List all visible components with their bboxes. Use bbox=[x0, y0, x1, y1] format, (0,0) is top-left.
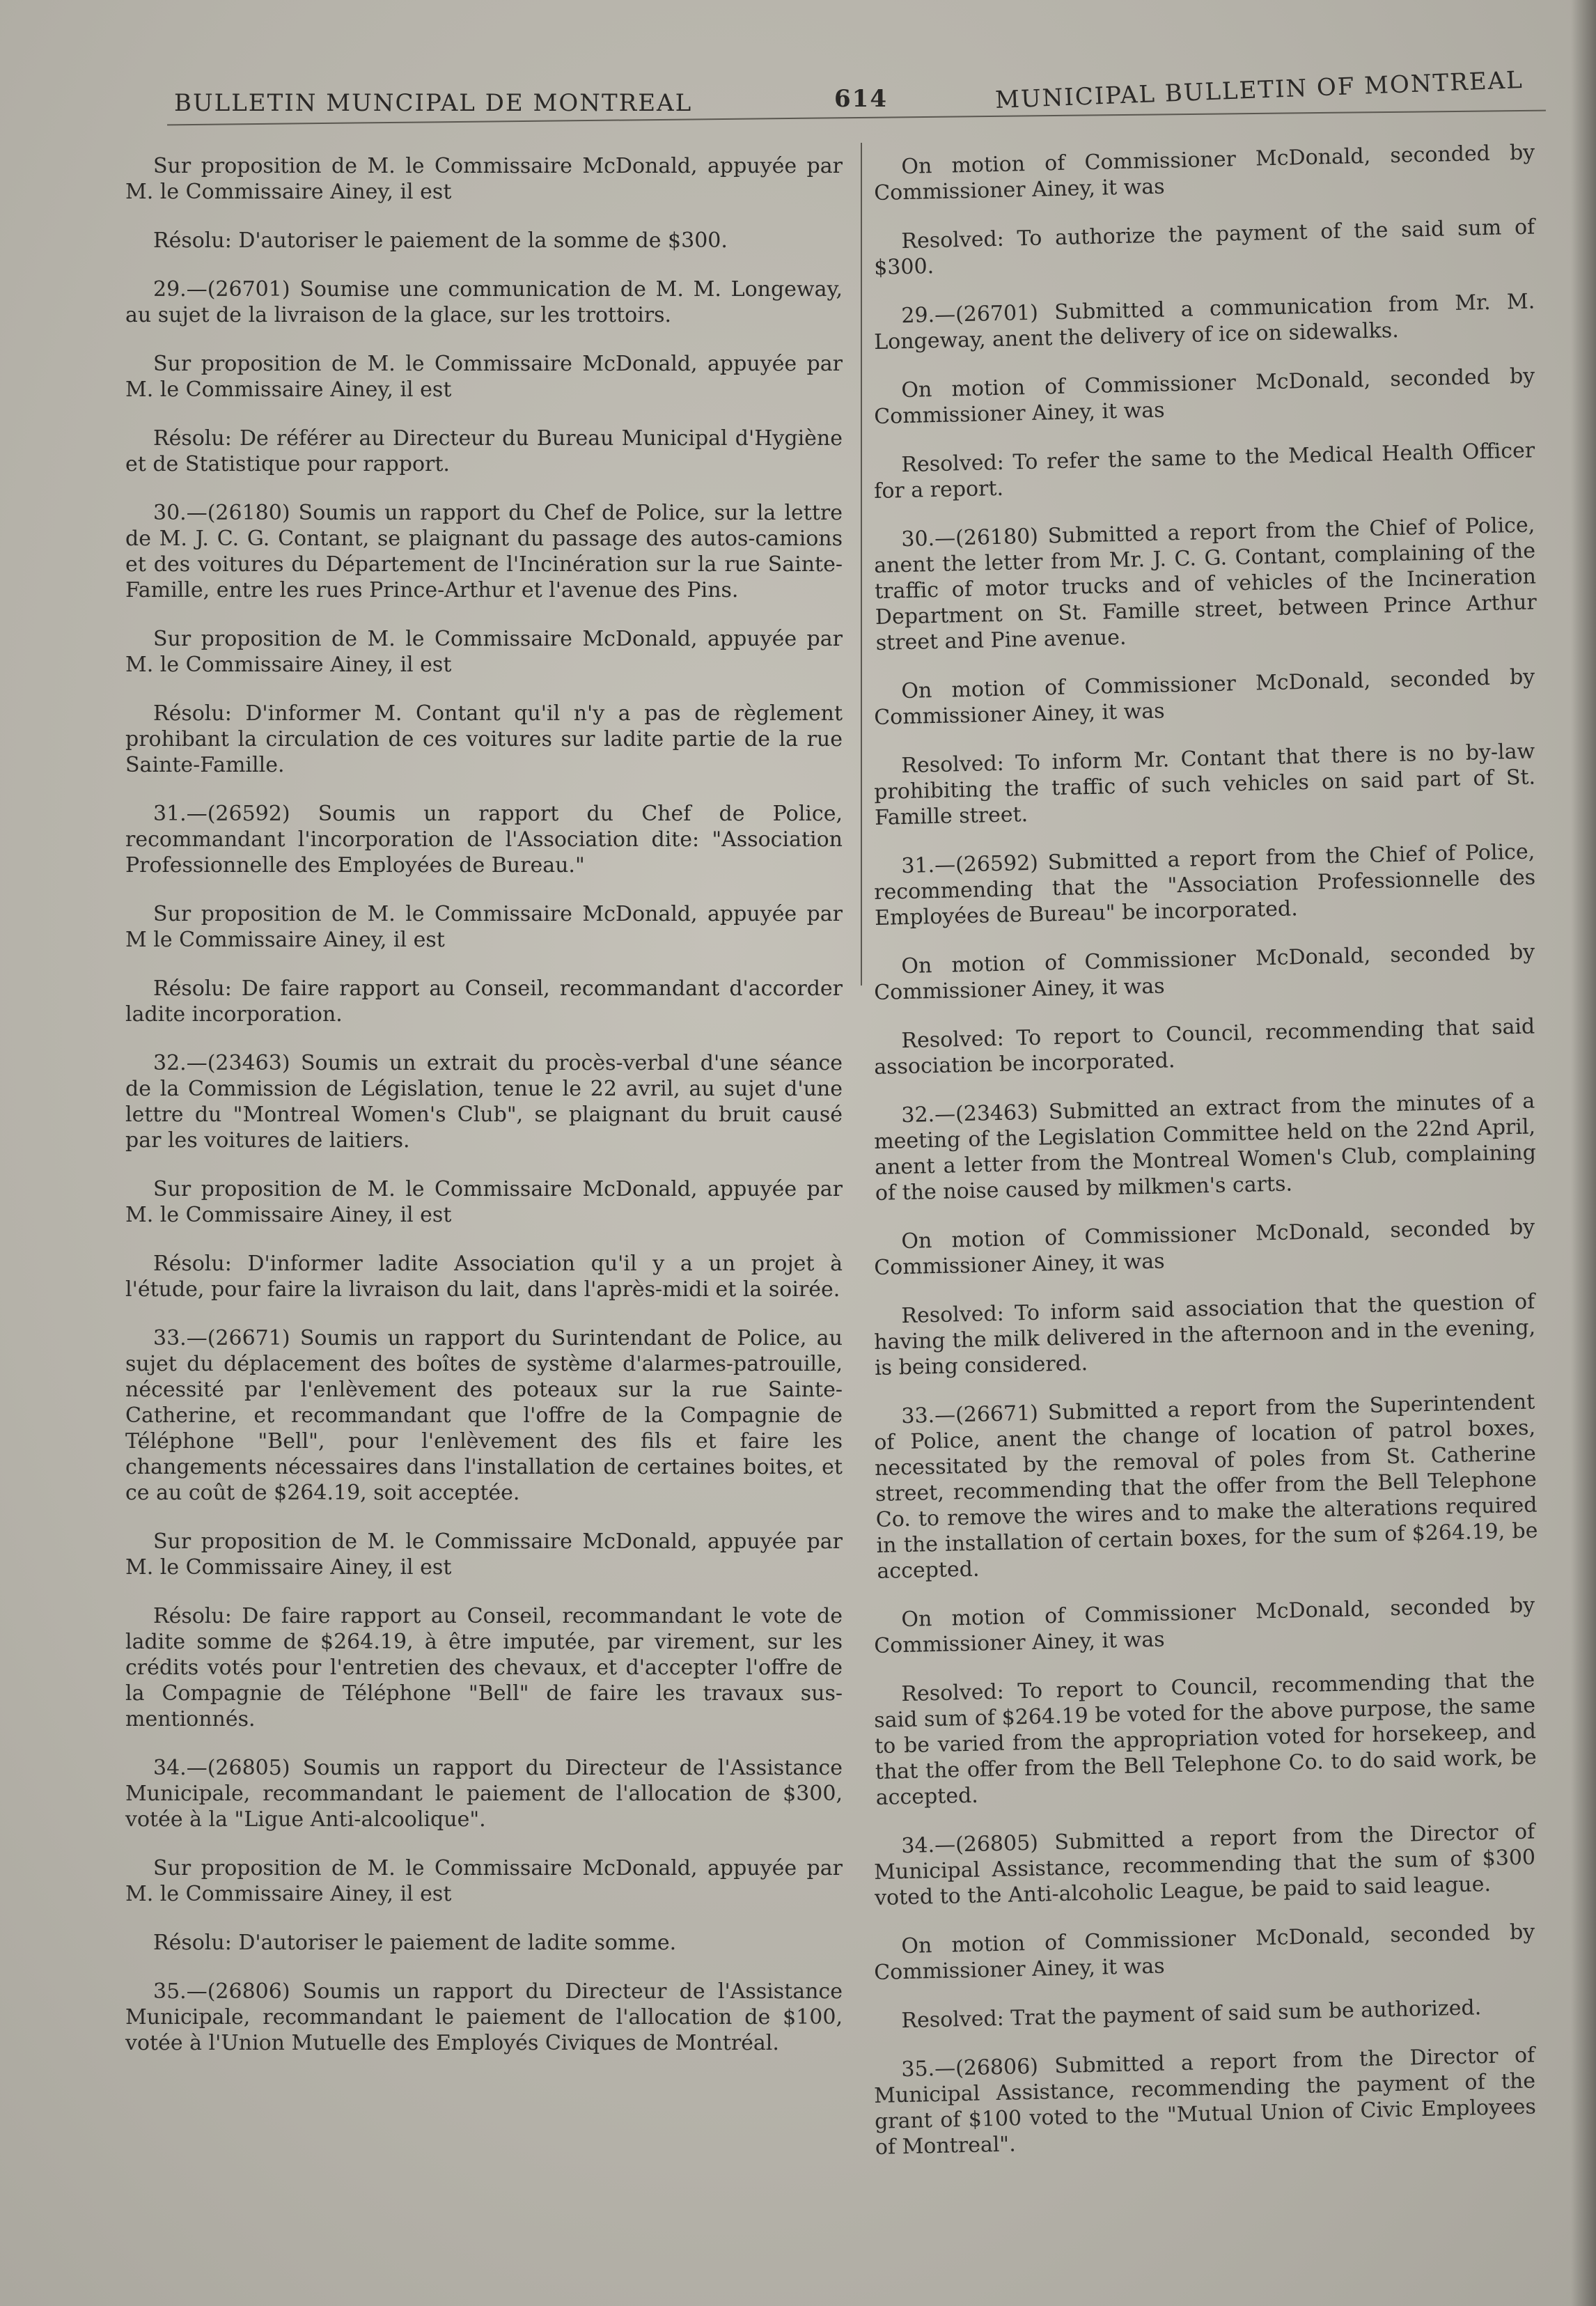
page-number: 614 bbox=[834, 85, 888, 113]
page-edge-shadow bbox=[1571, 0, 1596, 2306]
en-paragraph: 34.—(26805) Submitted a report from the Director of Municipal Assistance, recommending that the sum of $300 voted to the Anti-alcoholic League, be paid to said league. bbox=[873, 1819, 1536, 1910]
fr-paragraph: Sur proposition de M. le Commissaire McDonald, appuyée par M. le Commissaire Ainey, il est bbox=[125, 1529, 843, 1580]
en-paragraph: On motion of Commissioner McDonald, seconded by Commissioner Ainey, it was bbox=[873, 364, 1535, 429]
en-paragraph: 35.—(26806) Submitted a report from the Director of Municipal Assistance, recommending the payment of the grant of $100 voted to the "Mutual Union of Civic Employees of Montreal". bbox=[873, 2043, 1537, 2160]
fr-paragraph: 33.—(26671) Soumis un rapport du Surintendant de Police, au sujet du déplacement des boîtes de système d'alarmes-patrouille, nécessité par l'enlèvement des poteaux sur la rue Sainte-Catherine, et recommandant que l'offre de la Compagnie de Téléphone "Bell", pour l'enlèvement des fils et faire les changements nécessaires dans l'installation de certaines boites, et ce au coût de $264.19, soit acceptée. bbox=[125, 1326, 843, 1505]
en-paragraph: 33.—(26671) Submitted a report from the Superintendent of Police, anent the change of location of patrol boxes, necessitated by the removal of poles from St. Catherine street, recommending that the offer from the Bell Telephone Co. to remove the wires and to make the alterations required in the installation of certain boxes, for the sum of $264.19, be accepted. bbox=[873, 1389, 1538, 1584]
en-paragraph: On motion of Commissioner McDonald, seconded by Commissioner Ainey, it was bbox=[873, 1919, 1535, 1985]
fr-paragraph: 31.—(26592) Soumis un rapport du Chef de Police, recommandant l'incorporation de l'Association dite: "Association Professionnelle des Employées de Bureau." bbox=[125, 802, 843, 878]
fr-paragraph: 35.—(26806) Soumis un rapport du Directeur de l'Assistance Municipale, recommandant le paiement de l'allocation de $100, votée à l'Union Mutuelle des Employés Civiques de Montréal. bbox=[125, 1979, 843, 2055]
en-paragraph: Resolved: To authorize the payment of the said sum of $300. bbox=[873, 215, 1535, 280]
french-column bbox=[125, 153, 843, 2079]
fr-paragraph: Sur proposition de M. le Commissaire McDonald, appuyée par M. le Commissaire Ainey, il est bbox=[125, 1856, 843, 1906]
en-paragraph: Resolved: Trat the payment of said sum be authorized. bbox=[901, 1995, 1482, 2034]
en-paragraph: Resolved: To inform Mr. Contant that there is no by-law prohibiting the traffic of such vehicles on said part of St. Famille street. bbox=[873, 739, 1536, 830]
english-column bbox=[873, 140, 1538, 2183]
en-paragraph: On motion of Commissioner McDonald, seconded by Commissioner Ainey, it was bbox=[873, 940, 1535, 1005]
en-paragraph: Resolved: To inform said association that the question of having the milk delivered in the afternoon and in the evening, is being considered. bbox=[873, 1289, 1536, 1380]
header-french-title: BULLETIN MUNCIPAL DE MONTREAL bbox=[174, 89, 693, 117]
en-paragraph: On motion of Commissioner McDonald, seconded by Commissioner Ainey, it was bbox=[873, 1215, 1535, 1280]
fr-paragraph: Sur proposition de M. le Commissaire McDonald, appuyée par M. le Commissaire Ainey, il est bbox=[125, 352, 843, 402]
en-paragraph: Resolved: To report to Council, recommending that the said sum of $264.19 be voted for the above purpose, the same to be varied from the appropriation voted for horsekeep, and that the offer from the Bell Telephone Co. to do said work, be accepted. bbox=[873, 1667, 1538, 1810]
fr-paragraph: Sur proposition de M. le Commissaire McDonald, appuyée par M. le Commissaire Ainey, il est bbox=[125, 627, 843, 677]
en-paragraph: On motion of Commissioner McDonald, seconded by Commissioner Ainey, it was bbox=[873, 1593, 1535, 1658]
fr-paragraph: 32.—(23463) Soumis un extrait du procès-verbal d'une séance de la Commission de Législation, tenue le 22 avril, au sujet d'une lettre du "Montreal Women's Club", se plaignant du bruit causé par les voitures de laitiers. bbox=[125, 1051, 843, 1153]
en-paragraph: 32.—(23463) Submitted an extract from the minutes of a meeting of the Legislation Committee held on the 22nd April, anent a letter from the Montreal Women's Club, complaining of the noise caused by milkmen's carts. bbox=[873, 1089, 1537, 1206]
fr-paragraph: Résolu: D'autoriser le paiement de la somme de $300. bbox=[153, 228, 728, 253]
fr-paragraph: Sur proposition de M. le Commissaire McDonald, appuyée par M le Commissaire Ainey, il est bbox=[125, 902, 843, 952]
fr-paragraph: Résolu: D'informer ladite Association qu'il y a un projet à l'étude, pour faire la livraison du lait, dans l'après-midi et la soirée. bbox=[125, 1252, 843, 1302]
en-paragraph: Resolved: To refer the same to the Medical Health Officer for a report. bbox=[873, 438, 1535, 504]
fr-paragraph: Résolu: De faire rapport au Conseil, recommandant le vote de ladite somme de $264.19, à être imputée, par virement, sur les crédits votés pour l'entretien des chevaux, et d'accepter l'offre de la Compagnie de Téléphone "Bell" de faire les travaux sus-mentionnés. bbox=[125, 1604, 843, 1731]
fr-paragraph: 34.—(26805) Soumis un rapport du Directeur de l'Assistance Municipale, recommandant le paiement de l'allocation de $300, votée à la "Ligue Anti-alcoolique". bbox=[125, 1756, 843, 1832]
fr-paragraph: Sur proposition de M. le Commissaire McDonald, appuyée par M. le Commissaire Ainey, il est bbox=[125, 1177, 843, 1227]
en-paragraph: 31.—(26592) Submitted a report from the Chief of Police, recommending that the "Association Professionnelle des Employées de Bureau" be incorporated. bbox=[873, 839, 1536, 930]
fr-paragraph: 30.—(26180) Soumis un rapport du Chef de Police, sur la lettre de M. J. C. G. Contant, se plaignant du passage des autos-camions et des voitures du Département de l'Incinération sur la rue Sainte-Famille, entre les rues Prince-Arthur et l'avenue des Pins. bbox=[125, 501, 843, 602]
en-paragraph: On motion of Commissioner McDonald, seconded by Commissioner Ainey, it was bbox=[873, 140, 1535, 205]
fr-paragraph: Résolu: D'informer M. Contant qu'il n'y a pas de règlement prohibant la circulation de ces voitures sur ladite partie de la rue Sainte-Famille. bbox=[125, 701, 843, 777]
column-divider bbox=[861, 143, 862, 985]
fr-paragraph: Résolu: D'autoriser le paiement de ladite somme. bbox=[153, 1931, 677, 1955]
en-paragraph: On motion of Commissioner McDonald, seconded by Commissioner Ainey, it was bbox=[873, 664, 1535, 730]
en-paragraph: 29.—(26701) Submitted a communication from Mr. M. Longeway, anent the delivery of ice on sidewalks. bbox=[873, 289, 1535, 355]
fr-paragraph: Résolu: De faire rapport au Conseil, recommandant d'accorder ladite incorporation. bbox=[125, 976, 843, 1027]
en-paragraph: 30.—(26180) Submitted a report from the Chief of Police, anent the letter from Mr. J. C. G. Contant, complaining of the traffic of motor trucks and of vehicles of the Incineration Department on St. Famille street, between Prince Arthur street and Pine avenue. bbox=[873, 513, 1538, 655]
fr-paragraph: 29.—(26701) Soumise une communication de M. M. Longeway, au sujet de la livraison de la glace, sur les trottoirs. bbox=[125, 277, 843, 327]
fr-paragraph: Sur proposition de M. le Commissaire McDonald, appuyée par M. le Commissaire Ainey, il est bbox=[125, 154, 843, 204]
header-english-title: MUNICIPAL BULLETIN OF MONTREAL bbox=[994, 65, 1524, 114]
fr-paragraph: Résolu: De référer au Directeur du Bureau Municipal d'Hygiène et de Statistique pour rapport. bbox=[125, 426, 843, 476]
en-paragraph: Resolved: To report to Council, recommending that said association be incorporated. bbox=[873, 1014, 1535, 1080]
